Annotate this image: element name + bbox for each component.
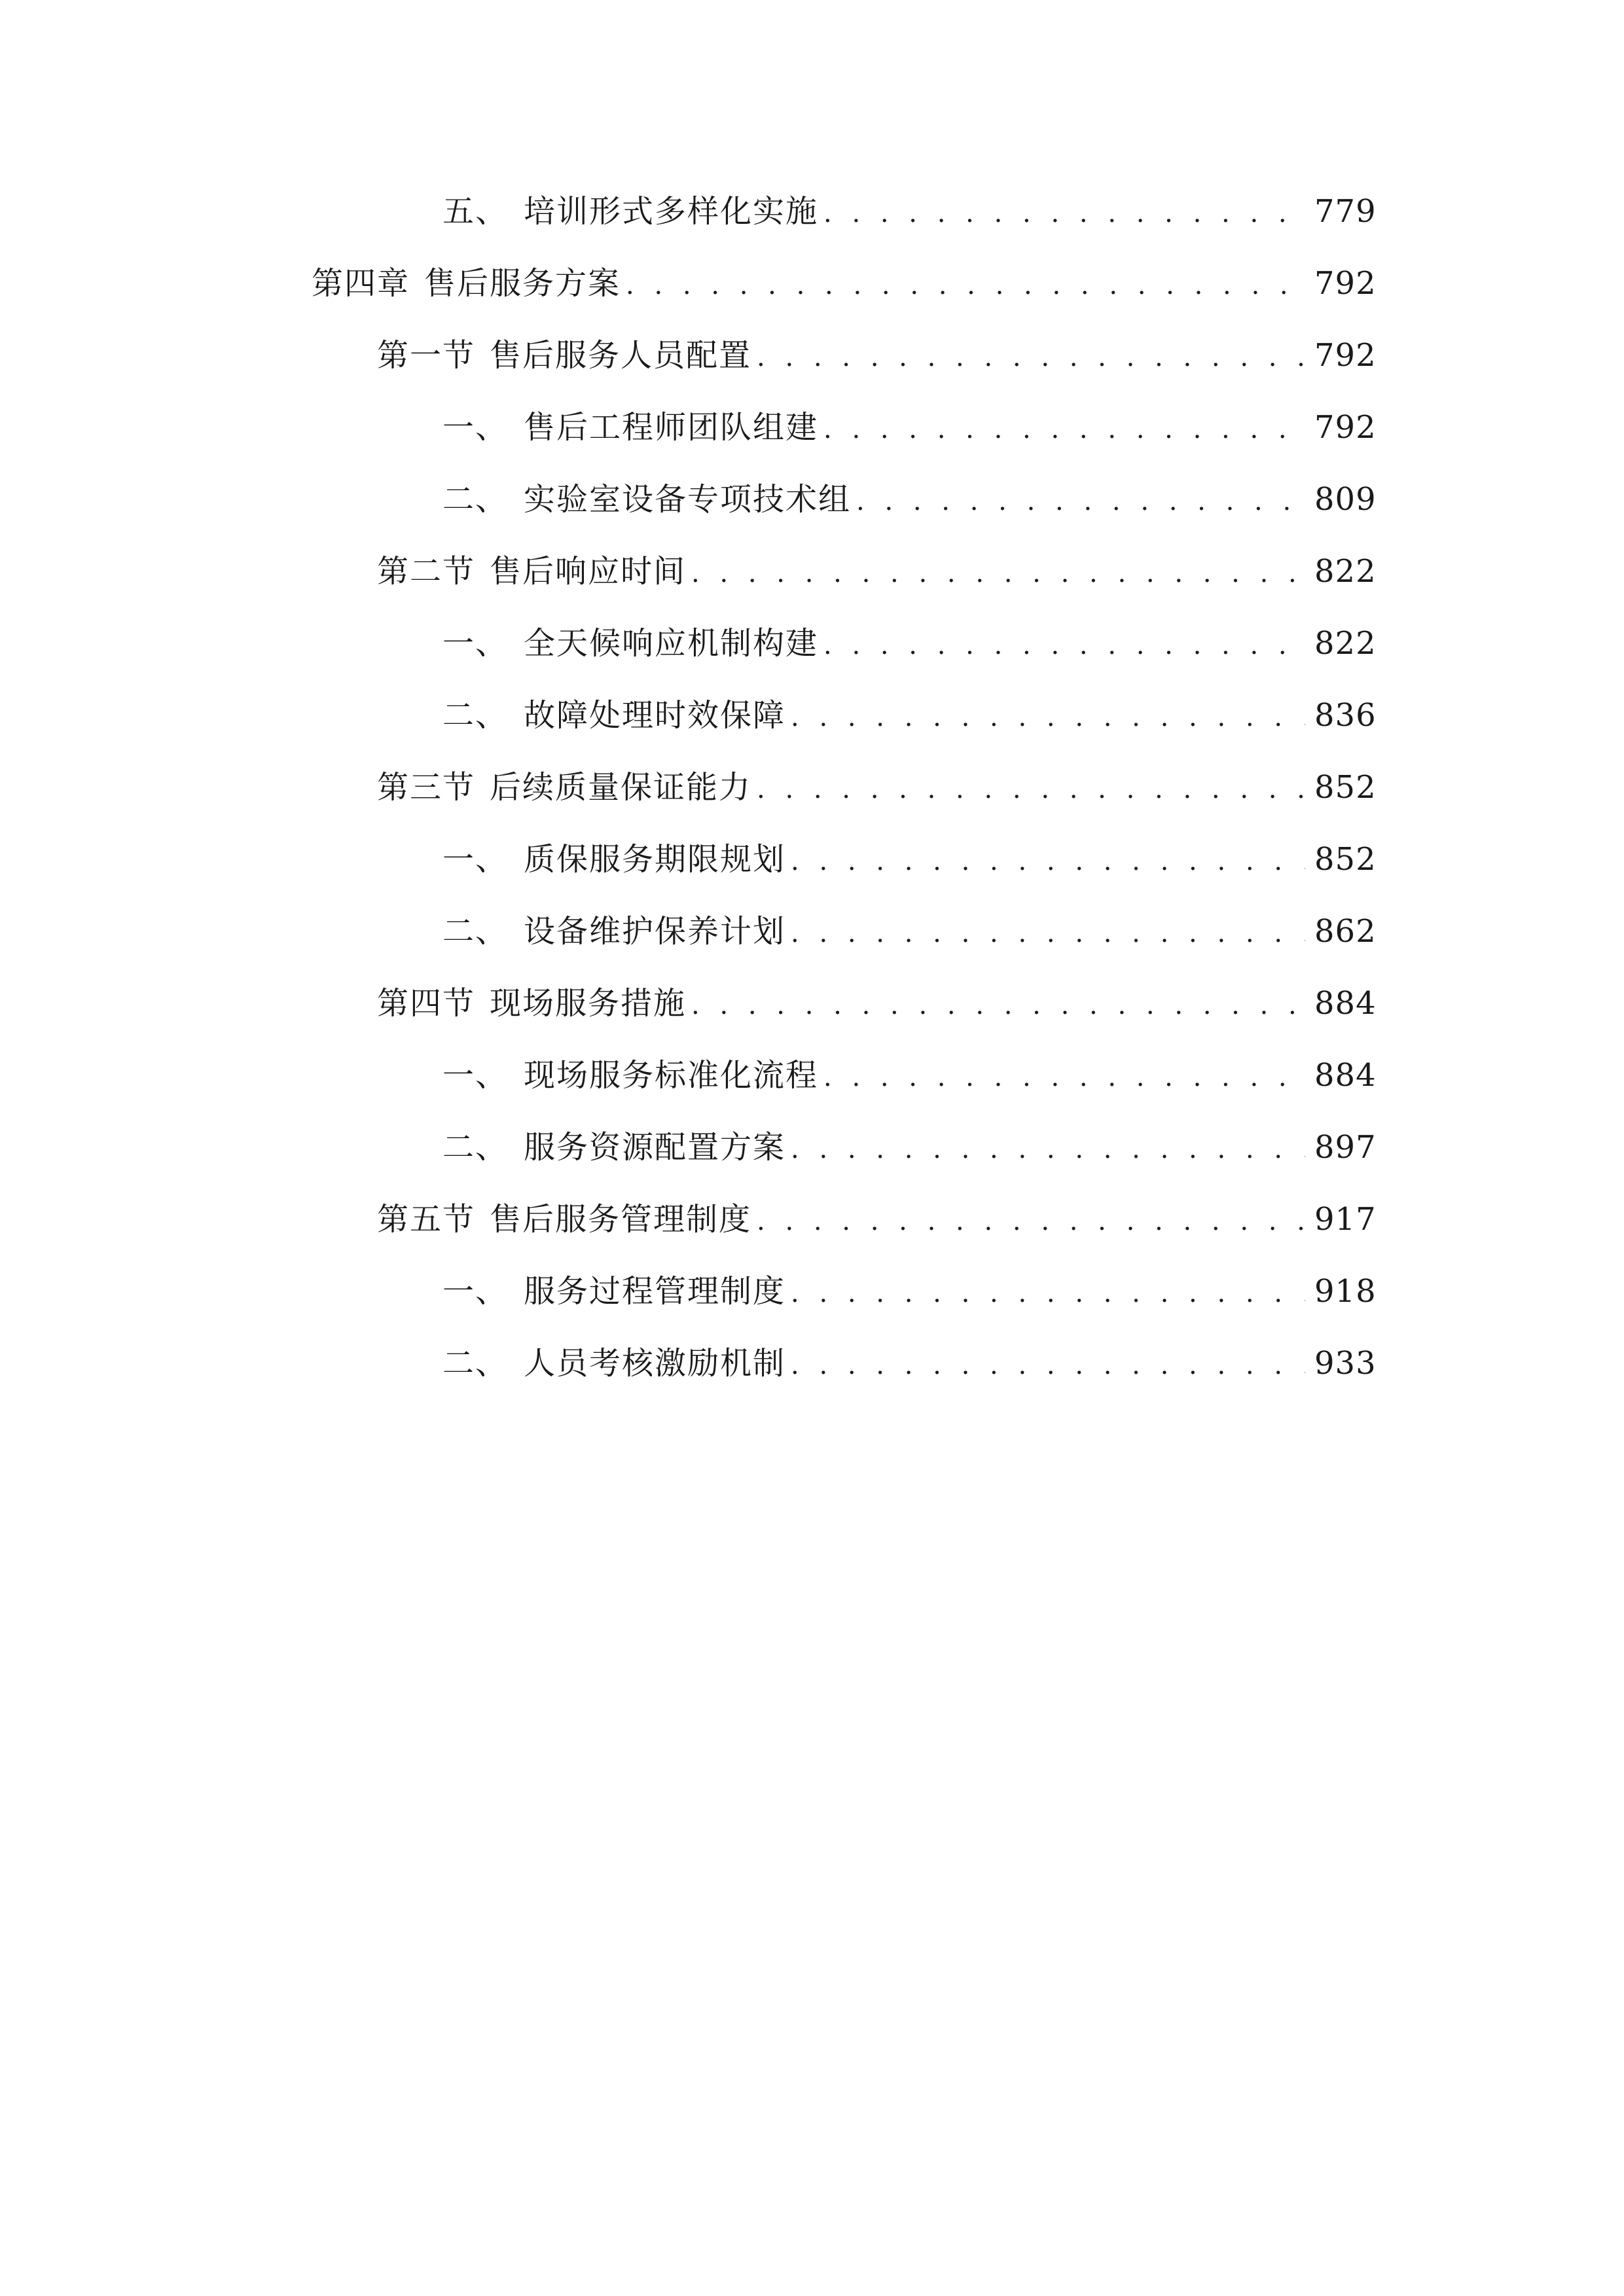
toc-page-number: 822 [1314, 625, 1377, 662]
toc-entry-title: 后续质量保证能力 [490, 769, 752, 806]
toc-page-number: 897 [1314, 1129, 1377, 1166]
toc-page-number: 779 [1314, 193, 1377, 230]
toc-entry[interactable] [442, 692, 1377, 738]
toc-entry-title: 现场服务标准化流程 [524, 1057, 819, 1094]
toc-entry-number: 一、 [442, 625, 509, 662]
toc-entry-number: 二、 [442, 697, 509, 734]
toc-entry[interactable] [442, 908, 1377, 954]
toc-entry-label [377, 548, 686, 594]
toc-dot-leader [823, 190, 1305, 236]
toc-dot-leader [691, 982, 1305, 1028]
toc-entry-number: 第四节 [377, 985, 476, 1022]
toc-entry-title: 人员考核激励机制 [524, 1345, 786, 1382]
toc-page-number: 933 [1314, 1345, 1377, 1382]
toc-page-number: 809 [1314, 481, 1377, 518]
toc-entry-number: 五、 [442, 193, 509, 230]
toc-entry[interactable] [442, 1340, 1377, 1386]
toc-entry[interactable] [442, 476, 1377, 522]
toc-entry-number: 一、 [442, 1057, 509, 1094]
toc-entry-number: 二、 [442, 1345, 509, 1382]
toc-entry-number: 第三节 [377, 769, 476, 806]
toc-entry-title: 全天候响应机制构建 [524, 625, 819, 662]
toc-dot-leader [626, 262, 1305, 308]
toc-entry-label [442, 476, 851, 522]
toc-page-number: 917 [1314, 1201, 1377, 1238]
toc-dot-leader [757, 766, 1305, 812]
toc-entry-title: 售后服务管理制度 [490, 1201, 752, 1238]
toc-dot-leader [757, 334, 1305, 380]
toc-entry-title: 售后工程师团队组建 [524, 409, 819, 446]
toc-entry-number: 第二节 [377, 553, 476, 590]
toc-entry-label [442, 836, 785, 882]
toc-entry-label [442, 188, 818, 234]
toc-page-number: 884 [1314, 1057, 1377, 1094]
toc-page-number: 852 [1314, 841, 1377, 878]
toc-dot-leader [791, 910, 1305, 956]
toc-entry-title: 实验室设备专项技术组 [524, 481, 852, 518]
toc-page-number: 884 [1314, 985, 1377, 1022]
toc-entry[interactable] [442, 620, 1377, 666]
toc-entry-label [442, 692, 785, 738]
toc-entry-title: 售后服务方案 [424, 265, 621, 302]
toc-entry-title: 服务资源配置方案 [524, 1129, 786, 1166]
toc-page-number: 792 [1314, 265, 1377, 302]
toc-entry-title: 培训形式多样化实施 [524, 193, 819, 230]
toc-page-number: 862 [1314, 913, 1377, 950]
toc-entry[interactable] [377, 1196, 1377, 1242]
toc-dot-leader [823, 406, 1305, 452]
toc-dot-leader [791, 1270, 1305, 1316]
toc-dot-leader [791, 1126, 1305, 1172]
toc-entry[interactable] [442, 1124, 1377, 1170]
toc-entry-label [377, 332, 751, 378]
toc-entry-number: 第四章 [312, 265, 410, 302]
toc-entry-label [442, 1340, 785, 1386]
toc-entry-label [442, 1052, 818, 1098]
toc-entry[interactable] [442, 1052, 1377, 1098]
toc-entry[interactable] [442, 188, 1377, 234]
toc-entry-title: 现场服务措施 [490, 985, 687, 1022]
toc-entry-number: 一、 [442, 1273, 509, 1310]
toc-entry-label [442, 1124, 785, 1170]
toc-entry-title: 故障处理时效保障 [524, 697, 786, 734]
toc-dot-leader [691, 550, 1305, 596]
toc-entry-number: 第五节 [377, 1201, 476, 1238]
toc-entry[interactable] [312, 260, 1377, 306]
toc-entry-title: 售后响应时间 [490, 553, 687, 590]
toc-entry-title: 服务过程管理制度 [524, 1273, 786, 1310]
toc-entry-number: 一、 [442, 409, 509, 446]
toc-dot-leader [791, 838, 1305, 884]
toc-entry[interactable] [377, 764, 1377, 810]
toc-entry-label [442, 1268, 785, 1314]
toc-entry-number: 二、 [442, 913, 509, 950]
toc-dot-leader [856, 478, 1305, 524]
toc-entry-title: 质保服务期限规划 [524, 841, 786, 878]
toc-dot-leader [823, 622, 1305, 668]
toc-entry-label [377, 1196, 751, 1242]
toc-entry[interactable] [442, 404, 1377, 450]
toc-entry-label [377, 980, 686, 1026]
toc-page-number: 836 [1314, 697, 1377, 734]
toc-entry[interactable] [377, 548, 1377, 594]
toc-page-number: 822 [1314, 553, 1377, 590]
toc-entry[interactable] [377, 980, 1377, 1026]
toc-entry[interactable] [442, 1268, 1377, 1314]
toc-page-number: 918 [1314, 1273, 1377, 1310]
toc-entry-number: 第一节 [377, 337, 476, 374]
toc-page-number: 852 [1314, 769, 1377, 806]
toc-entry-number: 二、 [442, 1129, 509, 1166]
toc-entry-label [442, 908, 785, 954]
toc-dot-leader [757, 1198, 1305, 1244]
toc-dot-leader [823, 1054, 1305, 1100]
toc-page-number: 792 [1314, 337, 1377, 374]
toc-entry-number: 一、 [442, 841, 509, 878]
toc-entry-number: 二、 [442, 481, 509, 518]
toc-entry[interactable] [442, 836, 1377, 882]
toc-entry-label [442, 404, 818, 450]
toc-entry-label [312, 260, 621, 306]
toc-page-number: 792 [1314, 409, 1377, 446]
toc-entry[interactable] [377, 332, 1377, 378]
toc-entry-title: 设备维护保养计划 [524, 913, 786, 950]
toc-dot-leader [791, 694, 1305, 740]
toc-entry-label [377, 764, 751, 810]
toc-entry-title: 售后服务人员配置 [490, 337, 752, 374]
toc-dot-leader [791, 1342, 1305, 1388]
toc-entry-label [442, 620, 818, 666]
